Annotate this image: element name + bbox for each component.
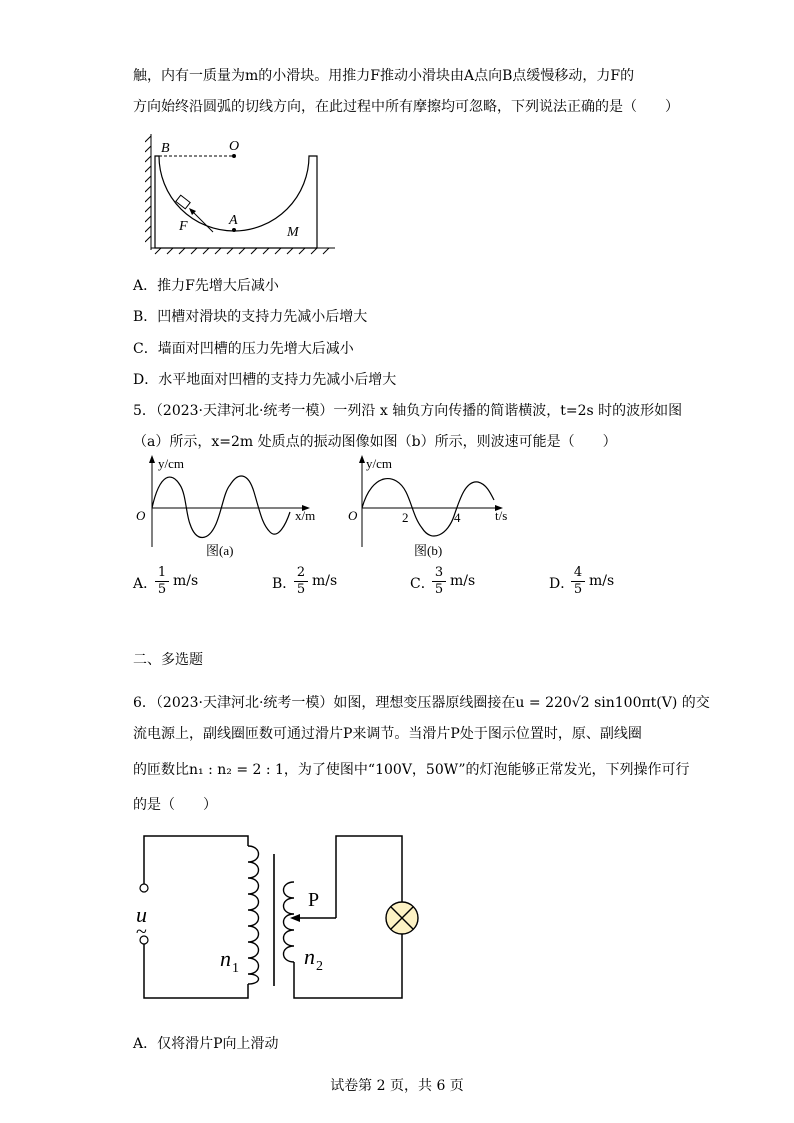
fraction-den: 5 bbox=[573, 582, 583, 597]
option-letter: D． bbox=[549, 576, 575, 592]
label-b: B bbox=[161, 141, 170, 156]
option-letter: C． bbox=[410, 576, 435, 592]
terminal-top bbox=[140, 884, 148, 892]
option-unit: m/s bbox=[450, 573, 476, 589]
q6-option-a: A．仅将滑片P向上滑动 bbox=[133, 1036, 279, 1052]
q6-text-line3: 的匝数比n₁ : n₂ = 2 : 1，为了使图中“100V，50W”的灯泡能够正常发光，下列操作可行 bbox=[133, 762, 690, 778]
q6-text-line1: 6．（2023·天津河北·统考一模）如图，理想变压器原线圈接在u = 220√2 sin100πt(V) 的交 bbox=[133, 695, 710, 711]
graph-b-origin: O bbox=[348, 508, 358, 523]
label-n1: n bbox=[220, 946, 231, 971]
q4-option-a: A．推力F先增大后减小 bbox=[133, 278, 279, 294]
q5-text-line2: （a）所示，x=2m 处质点的振动图像如图（b）所示，则波速可能是（ ） bbox=[133, 434, 617, 450]
primary-coil bbox=[248, 846, 259, 984]
fraction-num: 1 bbox=[155, 565, 169, 582]
graph-b-tick-2: 2 bbox=[402, 510, 409, 525]
fraction-num: 3 bbox=[432, 565, 446, 582]
option-fraction bbox=[432, 565, 446, 598]
label-f: F bbox=[179, 219, 188, 234]
point-a bbox=[232, 228, 236, 232]
label-n2-sub: 2 bbox=[316, 959, 323, 974]
wave-curve-a bbox=[152, 476, 290, 538]
option-fraction bbox=[294, 565, 308, 598]
section-heading-multi-choice: 二、多选题 bbox=[133, 652, 203, 668]
slider-block bbox=[176, 195, 190, 209]
graph-a-xlabel: x/m bbox=[295, 508, 316, 523]
label-p: P bbox=[308, 889, 320, 911]
label-u: u bbox=[136, 902, 147, 927]
q6-text-line4: 的是（ ） bbox=[133, 797, 217, 813]
graph-b-xlabel: t/s bbox=[495, 508, 508, 523]
option-letter: B． bbox=[272, 576, 297, 592]
q4-option-d: D．水平地面对凹槽的支持力先减小后增大 bbox=[133, 372, 397, 388]
option-fraction bbox=[155, 565, 169, 598]
q4-option-b: B．凹槽对滑块的支持力先减小后增大 bbox=[133, 309, 368, 325]
wall-hatching bbox=[145, 134, 151, 250]
label-n2: n bbox=[304, 944, 315, 969]
wave-graph-a bbox=[130, 452, 330, 562]
label-n1-sub: 1 bbox=[232, 961, 239, 976]
q5-text-line1: 5．（2023·天津河北·统考一模）一列沿 x 轴负方向传播的简谐横波，t=2s 时的波形如图 bbox=[133, 403, 683, 419]
center-point-o bbox=[232, 154, 236, 158]
label-o: O bbox=[229, 139, 240, 154]
secondary-coil bbox=[284, 882, 295, 962]
fraction-num: 4 bbox=[571, 565, 585, 582]
option-fraction bbox=[571, 565, 585, 598]
wave-curve-b bbox=[362, 479, 494, 536]
force-f-arrow bbox=[191, 210, 213, 232]
option-unit: m/s bbox=[312, 573, 338, 589]
ground-hatching bbox=[151, 248, 335, 254]
graph-b-tick-4: 4 bbox=[454, 510, 461, 525]
vibration-graph-b bbox=[340, 452, 520, 562]
label-ac-symbol: ~ bbox=[136, 921, 147, 943]
q4-text-line1: 触，内有一质量为m的小滑块。用推力F推动小滑块由A点向B点缓慢移动，力F的 bbox=[133, 68, 635, 84]
fraction-den: 5 bbox=[296, 582, 306, 597]
fraction-num: 2 bbox=[294, 565, 308, 582]
graph-a-ylabel: y/cm bbox=[158, 456, 184, 471]
graph-b-ylabel: y/cm bbox=[366, 456, 392, 471]
fraction-den: 5 bbox=[434, 582, 444, 597]
label-m: M bbox=[287, 225, 299, 240]
page-footer: 试卷第 2 页，共 6 页 bbox=[330, 1078, 464, 1094]
option-letter: A． bbox=[133, 576, 158, 592]
q6-text-line2: 流电源上，副线圈匝数可通过滑片P来调节。当滑片P处于图示位置时，原、副线圈 bbox=[133, 726, 642, 742]
fraction-den: 5 bbox=[157, 582, 167, 597]
q4-text-line2: 方向始终沿圆弧的切线方向，在此过程中所有摩擦均可忽略，下列说法正确的是（ ） bbox=[133, 99, 679, 115]
q4-groove-figure bbox=[145, 132, 345, 257]
option-unit: m/s bbox=[173, 573, 199, 589]
primary-wire bbox=[144, 836, 248, 884]
graph-a-origin: O bbox=[136, 508, 146, 523]
transformer-circuit-figure bbox=[130, 826, 430, 1006]
option-unit: m/s bbox=[589, 573, 615, 589]
graph-b-caption: 图(b) bbox=[414, 543, 443, 558]
graph-a-caption: 图(a) bbox=[206, 543, 234, 558]
label-a: A bbox=[229, 213, 238, 228]
q4-option-c: C．墙面对凹槽的压力先增大后减小 bbox=[133, 341, 354, 357]
